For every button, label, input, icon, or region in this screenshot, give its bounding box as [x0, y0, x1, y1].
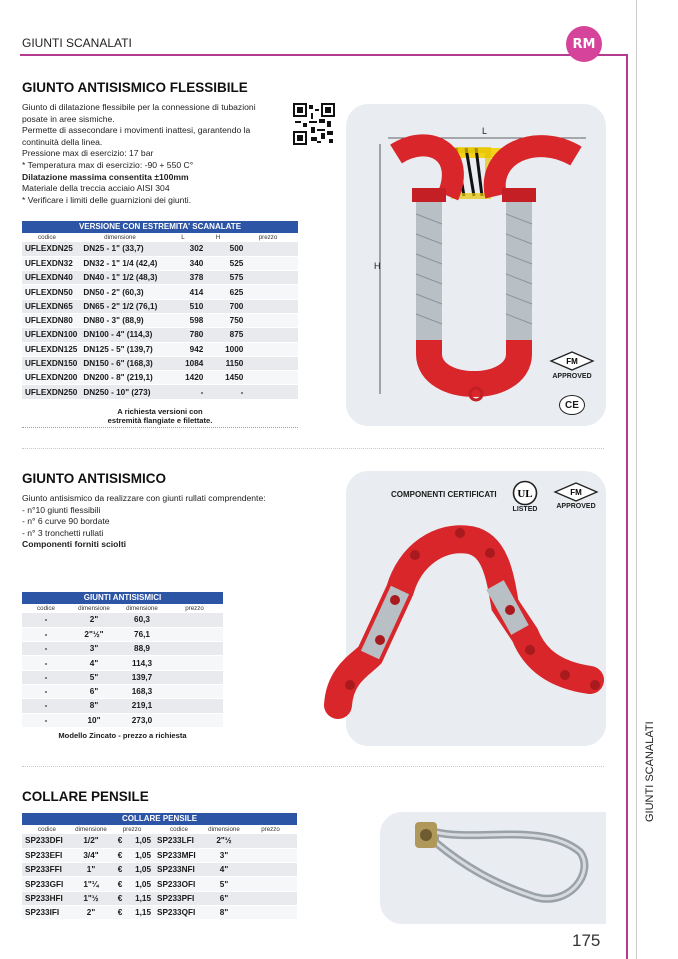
table-cell: UFLEXDN200	[22, 371, 80, 385]
table-row	[22, 271, 298, 285]
table-row	[22, 877, 297, 891]
table-cell: SP233FFI	[22, 863, 72, 877]
table-cell: 625	[206, 285, 246, 299]
note-line: estremità flangiate e filettate.	[107, 416, 213, 426]
table-row	[22, 834, 297, 848]
section1-title: GIUNTO ANTISISMICO FLESSIBILE	[22, 80, 248, 95]
table-cell: €	[110, 877, 130, 891]
seismic-joint-assembly-image	[320, 515, 610, 735]
ul-listed-icon	[512, 480, 538, 506]
table-cell: 3"	[204, 848, 244, 862]
table-cell: 168,3	[118, 684, 166, 698]
table-cell	[246, 313, 298, 327]
desc-line: - n°10 giunti flessibili	[22, 504, 101, 515]
column-header: codice	[38, 826, 56, 833]
table-cell: -	[22, 613, 70, 627]
desc-line: * Temperatura max di esercizio: -90 + 550 C°	[22, 159, 194, 170]
side-section-label: GIUNTI SCANALATI	[644, 721, 656, 822]
table-cell: UFLEXDN80	[22, 313, 80, 327]
fm-approved-label: APPROVED	[552, 373, 592, 380]
table-cell: -	[22, 699, 70, 713]
table-cell: 1150	[206, 356, 246, 370]
ul-label: UL	[517, 488, 533, 500]
table-title: GIUNTI ANTISISMICI	[22, 592, 223, 604]
table-cell: -	[206, 385, 246, 399]
table-row	[22, 863, 297, 877]
seismic-joint-table	[22, 592, 223, 740]
table-cell: 6"	[204, 891, 244, 905]
table-cell	[166, 699, 223, 713]
column-header: dimensione	[75, 826, 107, 833]
table-row	[22, 627, 223, 641]
table-note-divider	[22, 427, 298, 428]
table-cell: -	[22, 627, 70, 641]
table-cell: 1/2"	[72, 834, 110, 848]
table-cell: 510	[176, 299, 206, 313]
table-row	[22, 613, 223, 627]
table-cell: DN25 - 1" (33,7)	[80, 242, 176, 256]
table-cell	[244, 863, 297, 877]
flex-joint-table	[22, 221, 298, 426]
section2-description	[22, 493, 282, 551]
table-cell: 1450	[206, 371, 246, 385]
column-header: prezzo	[258, 234, 278, 241]
desc-line: Permette di assecondare i movimenti inattesi, garantendo la continuità della linea.	[22, 125, 251, 147]
table-row	[22, 891, 297, 905]
table-cell: SP233NFI	[154, 863, 204, 877]
table-cell: UFLEXDN40	[22, 271, 80, 285]
desc-line: Dilatazione massima consentita ±100mm	[22, 171, 189, 182]
table-cell: 76,1	[118, 627, 166, 641]
table-cell: 10"	[70, 713, 118, 727]
table-cell: 340	[176, 256, 206, 270]
table-cell: €	[110, 848, 130, 862]
table-cell: 575	[206, 271, 246, 285]
table-cell: 8"	[70, 699, 118, 713]
column-header: prezzo	[185, 605, 204, 612]
table-cell	[246, 342, 298, 356]
table-cell: 598	[176, 313, 206, 327]
table-cell: 3/4"	[72, 848, 110, 862]
desc-line: Componenti forniti sciolti	[22, 539, 127, 550]
table-cell: €	[110, 834, 130, 848]
section-divider	[22, 766, 604, 767]
table-cell: -	[22, 656, 70, 670]
table-cell: €	[110, 863, 130, 877]
table-cell: SP233GFI	[22, 877, 72, 891]
table-cell	[246, 285, 298, 299]
column-header: codice	[38, 234, 56, 241]
table-row	[22, 299, 298, 313]
header-title: GIUNTI SCANALATI	[22, 36, 132, 50]
table-cell: 273,0	[118, 713, 166, 727]
table-cell	[246, 356, 298, 370]
table-cell: 139,7	[118, 670, 166, 684]
table-cell	[166, 627, 223, 641]
table-cell	[166, 656, 223, 670]
table-row	[22, 356, 298, 370]
table-cell: 1420	[176, 371, 206, 385]
fm-label: FM	[566, 357, 578, 366]
table-cell: DN100 - 4" (114,3)	[80, 328, 176, 342]
table-cell	[166, 670, 223, 684]
dimension-l-label: L	[482, 126, 488, 136]
table-cell: 1,05	[130, 877, 154, 891]
table-title: VERSIONE CON ESTREMITA' SCANALATE	[22, 221, 298, 233]
column-header: prezzo	[261, 826, 280, 833]
column-header: dimensione	[104, 234, 136, 241]
table-cell: 5"	[70, 670, 118, 684]
ce-mark-icon: CE	[559, 395, 585, 415]
table-cell: 5"	[204, 877, 244, 891]
table-cell: €	[110, 891, 130, 905]
table-cell: 525	[206, 256, 246, 270]
table-cell: DN32 - 1" 1/4 (42,4)	[80, 256, 176, 270]
section2-title: GIUNTO ANTISISMICO	[22, 471, 167, 486]
table-cell: UFLEXDN50	[22, 285, 80, 299]
table-cell	[246, 256, 298, 270]
table-row	[22, 285, 298, 299]
table-row	[22, 699, 223, 713]
table-cell: 875	[206, 328, 246, 342]
table-cell	[246, 271, 298, 285]
table-row	[22, 713, 223, 727]
table-cell: 60,3	[118, 613, 166, 627]
table-cell: 2"½"	[70, 627, 118, 641]
fm-label: FM	[570, 488, 582, 497]
table-cell: 942	[176, 342, 206, 356]
table-cell: SP233EFI	[22, 848, 72, 862]
desc-line: - n° 6 curve 90 bordate	[22, 516, 110, 527]
brand-logo: RM	[566, 26, 602, 62]
column-header: L	[181, 234, 185, 241]
table-row	[22, 385, 298, 399]
table-row	[22, 242, 298, 256]
table-cell: SP233OFI	[154, 877, 204, 891]
table-cell	[246, 328, 298, 342]
section3-title: COLLARE PENSILE	[22, 789, 149, 804]
table-row	[22, 848, 297, 862]
table-cell: -	[22, 713, 70, 727]
table-cell: 2"	[70, 613, 118, 627]
table-cell: €	[110, 905, 130, 919]
table-cell: -	[176, 385, 206, 399]
table-cell	[244, 848, 297, 862]
table-row	[22, 656, 223, 670]
table-cell: 8"	[204, 905, 244, 919]
table-cell: 302	[176, 242, 206, 256]
ul-listed-label: LISTED	[512, 506, 538, 513]
table-cell: SP233QFI	[154, 905, 204, 919]
table-cell: DN250 - 10" (273)	[80, 385, 176, 399]
table-cell: DN50 - 2" (60,3)	[80, 285, 176, 299]
column-header: dimensione	[126, 605, 158, 612]
table-cell	[246, 371, 298, 385]
table-cell: UFLEXDN25	[22, 242, 80, 256]
table-cell: -	[22, 642, 70, 656]
table-cell: 4"	[70, 656, 118, 670]
table-cell: 1,05	[130, 863, 154, 877]
table-cell: UFLEXDN125	[22, 342, 80, 356]
table-cell: -	[22, 684, 70, 698]
table-cell: 700	[206, 299, 246, 313]
pipe-hanger-image	[395, 812, 595, 922]
table-cell: UFLEXDN65	[22, 299, 80, 313]
table-cell: 750	[206, 313, 246, 327]
table-cell: 500	[206, 242, 246, 256]
table-cell: SP233LFI	[154, 834, 204, 848]
desc-line: - n° 3 tronchetti rullati	[22, 527, 104, 538]
fm-approved-label: APPROVED	[556, 503, 596, 510]
table-cell	[246, 299, 298, 313]
table-cell: 1"¼	[72, 877, 110, 891]
table-row	[22, 670, 223, 684]
table-cell: SP233MFI	[154, 848, 204, 862]
table-cell: UFLEXDN32	[22, 256, 80, 270]
table-cell: 1,05	[130, 848, 154, 862]
right-edge-line	[636, 0, 637, 959]
table-cell: DN80 - 3" (88,9)	[80, 313, 176, 327]
table-cell: 1"½	[72, 891, 110, 905]
table-title: COLLARE PENSILE	[22, 813, 297, 825]
hanger-table	[22, 813, 297, 920]
table-cell: 780	[176, 328, 206, 342]
column-header: codice	[37, 605, 55, 612]
table-cell: SP233DFI	[22, 834, 72, 848]
fm-approved-icon	[553, 481, 599, 503]
table-cell: DN150 - 6" (168,3)	[80, 356, 176, 370]
table-cell: 414	[176, 285, 206, 299]
dimension-h-label: H	[374, 261, 381, 271]
table-row	[22, 642, 223, 656]
table-cell: 1,15	[130, 905, 154, 919]
header-divider	[20, 54, 626, 56]
column-header: dimensione	[208, 826, 240, 833]
table-row	[22, 371, 298, 385]
table-cell	[166, 642, 223, 656]
table-cell: 1"	[72, 863, 110, 877]
table-cell: DN125 - 5" (139,7)	[80, 342, 176, 356]
column-header: dimensione	[78, 605, 110, 612]
table-cell: 2"	[72, 905, 110, 919]
table-cell: 114,3	[118, 656, 166, 670]
table-cell: DN40 - 1" 1/2 (48,3)	[80, 271, 176, 285]
table-cell: -	[22, 670, 70, 684]
table-cell	[246, 385, 298, 399]
table-cell: 1,15	[130, 891, 154, 905]
table-cell: 219,1	[118, 699, 166, 713]
table-cell: DN200 - 8" (219,1)	[80, 371, 176, 385]
table-cell: 1000	[206, 342, 246, 356]
table-row	[22, 313, 298, 327]
table-cell: 1084	[176, 356, 206, 370]
table-cell: 88,9	[118, 642, 166, 656]
table-cell: UFLEXDN150	[22, 356, 80, 370]
table-cell: 1,05	[130, 834, 154, 848]
table-row	[22, 342, 298, 356]
table-cell	[166, 613, 223, 627]
desc-line: Pressione max di esercizio: 17 bar	[22, 148, 154, 159]
table-cell: SP233IFI	[22, 905, 72, 919]
table-cell: 3"	[70, 642, 118, 656]
qr-code-icon[interactable]	[293, 103, 335, 145]
table-note: Modello Zincato - prezzo a richiesta	[58, 730, 187, 740]
desc-line: Giunto di dilatazione flessibile per la connessione di tubazioni posate in aree sismiche.	[22, 102, 256, 124]
table-cell	[244, 905, 297, 919]
table-cell: DN65 - 2" 1/2 (76,1)	[80, 299, 176, 313]
table-row	[22, 256, 298, 270]
table-row	[22, 905, 297, 919]
table-cell: 378	[176, 271, 206, 285]
table-row	[22, 328, 298, 342]
section1-description	[22, 102, 262, 206]
column-header: codice	[170, 826, 188, 833]
table-cell	[244, 891, 297, 905]
table-row	[22, 684, 223, 698]
table-cell: UFLEXDN100	[22, 328, 80, 342]
certified-components-label: COMPONENTI CERTIFICATI	[391, 490, 497, 499]
column-header: prezzo	[122, 826, 142, 833]
table-cell: 2"½	[204, 834, 244, 848]
section-divider	[22, 448, 604, 449]
desc-line: Giunto antisismico da realizzare con giunti rullati comprendente:	[22, 493, 266, 503]
table-cell	[246, 242, 298, 256]
table-cell: SP233HFI	[22, 891, 72, 905]
note-line: A richiesta versioni con	[117, 406, 203, 416]
table-cell	[244, 877, 297, 891]
column-header: H	[215, 234, 221, 241]
fm-approved-icon	[549, 350, 595, 372]
desc-line: * Verificare i limiti delle guarnizioni dei giunti.	[22, 194, 192, 205]
table-note	[22, 407, 298, 426]
table-cell	[166, 713, 223, 727]
page-number: 175	[572, 931, 601, 950]
table-cell: 4"	[204, 863, 244, 877]
table-cell: UFLEXDN250	[22, 385, 80, 399]
table-cell	[244, 834, 297, 848]
desc-line: Materiale della treccia acciaio AISI 304	[22, 183, 170, 194]
table-cell	[166, 684, 223, 698]
table-cell: SP233PFI	[154, 891, 204, 905]
table-cell: 6"	[70, 684, 118, 698]
right-margin-line	[626, 54, 628, 959]
